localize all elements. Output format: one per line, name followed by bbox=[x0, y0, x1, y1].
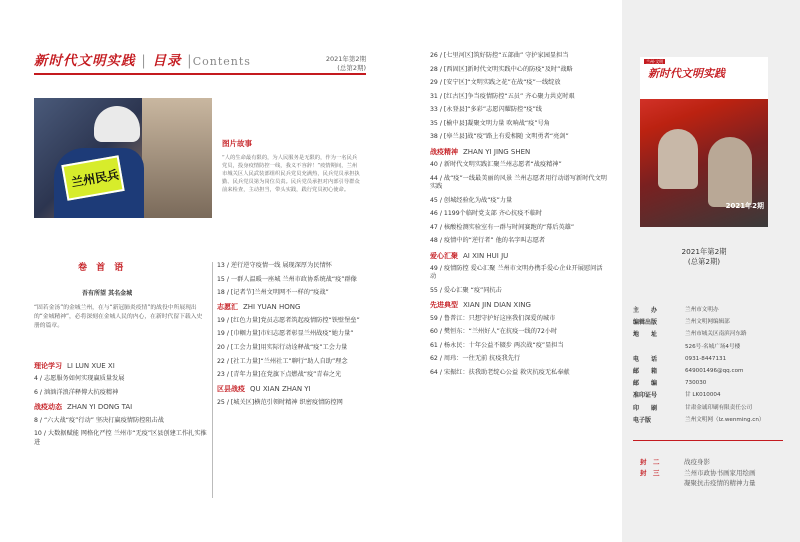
toc-entry: 35 / [榆中县]凝聚文明力量 吹响战“疫”号角 bbox=[430, 119, 550, 127]
toc-column-3 bbox=[430, 52, 608, 382]
section-pinyin: LI LUN XUE XI bbox=[67, 362, 115, 370]
cover-image: 兰州·文明 新时代文明实践 2021年2期 bbox=[640, 57, 768, 227]
cover-rule bbox=[633, 440, 783, 441]
cover-credit-value: 凝聚抗击疫情的精神力量 bbox=[684, 479, 756, 487]
toc-entry: 44 / 战“疫”一线最美丽的风景 兰州志愿者用行动谱写新时代文明实践 bbox=[430, 174, 607, 190]
toc-entry: 55 / 爱心汇聚 “疫”同抗击 bbox=[430, 286, 502, 294]
toc-entry: 6 / 汹汹洋浪洋释傳大抗疫精神 bbox=[34, 388, 119, 396]
masthead-value: 0931-8447131 bbox=[685, 355, 727, 362]
toc-entry: 29 / [安宁区]“文明实践之花”在战“疫”一线绽放 bbox=[430, 79, 561, 87]
masthead-label: 电 话 bbox=[633, 355, 658, 363]
section-title: 先进典型 bbox=[430, 301, 458, 310]
section-heading bbox=[217, 303, 372, 312]
toc-entry: 13 / 逆行逆守疫情一线 展现深厚为民情怀 bbox=[217, 262, 332, 269]
section-heading bbox=[430, 301, 608, 310]
toc-entry: 38 / [皋兰县]战“疫”路上有爱相随 文明勇者“亮剑” bbox=[430, 133, 569, 141]
toc-entry: 25 / [城关区]横范引领时精神 织密疫情防控网 bbox=[217, 398, 343, 406]
toc-entry: 33 / [永登县]“多彩”志愿闪耀防控“疫”线 bbox=[430, 106, 542, 114]
masthead-value: 兰州文明网（lz.wenming.cn） bbox=[685, 416, 765, 423]
cover-credit-value: 战疫身影 bbox=[684, 458, 710, 466]
masthead-value: 兰州市文明办 bbox=[685, 307, 719, 313]
cover-credit-row bbox=[640, 479, 790, 488]
section-pinyin: XIAN JIN DIAN XING bbox=[463, 301, 531, 310]
column-divider bbox=[212, 262, 213, 498]
toc-entry: 48 / 疫情中的“逆行者” 他的名字叫志愿者 bbox=[430, 237, 546, 245]
toc-entry: 46 / 1199个临时党支部 齐心抗疫不临时 bbox=[430, 210, 543, 218]
toc-entry: 64 / 宋振红：扶我助老绽心公益 救灾抗疫无私奉献 bbox=[430, 368, 570, 376]
toc-entry: 45 / 创城经验化为战“疫”力量 bbox=[430, 196, 513, 204]
section-pinyin: QU XIAN ZHAN YI bbox=[250, 385, 311, 394]
toc-entry: 62 / 周玮：一往无前 抗疫我先行 bbox=[430, 355, 521, 363]
magazine-title: 新时代文明实践 | 目录 |Contents bbox=[34, 53, 251, 69]
section-heading bbox=[34, 362, 208, 371]
preface-heading: 卷 首 语 bbox=[78, 263, 127, 273]
cover-credit-label: 封 二 bbox=[640, 458, 660, 466]
section-title: 爱心汇聚 bbox=[430, 251, 458, 260]
toc-entry: 8 / “六大战“疫”行动” 坚决打赢疫情防控阻击战 bbox=[34, 416, 164, 424]
masthead-label: 编辑出版 bbox=[633, 319, 658, 327]
masthead-label: 印 刷 bbox=[633, 404, 658, 412]
cover-credit-row bbox=[640, 469, 790, 478]
masthead-label: 邮 箱 bbox=[633, 368, 658, 375]
toc-entry: 4 / 志愿服务如何实现赢质量发展 bbox=[34, 375, 125, 383]
masthead-value: 甘肃金诚印刷有限责任公司 bbox=[685, 404, 753, 411]
photo-story-heading: 图片故事 bbox=[222, 139, 252, 148]
toc-entry: 59 / 鲁普江：只想守护好这座我们深爱的城市 bbox=[430, 314, 556, 322]
section-heading bbox=[34, 403, 208, 412]
masthead-value: 兰州市城关区南滨河东路 bbox=[685, 331, 747, 338]
preface-subtitle: 吾有所望 其名金城 bbox=[82, 290, 133, 297]
toc-entry: 40 / 新时代文明实践汇聚兰州志愿者“战疫精神” bbox=[430, 161, 562, 169]
cover-credit-label: 封 三 bbox=[640, 468, 660, 477]
photo-story-text: “人的生命最有限的，为人民服务是无限的，作为一名民兵党员，投身疫情防控一线，我义不容辞！”疫情期间，兰州市城关区人民武装部组织民兵党员充满热，民兵党员承担执勤、民兵党员第为岗位员责。民兵党员承担对内部引导群众前来检查，主动担当，带头实践，践行党员初心使命。 bbox=[222, 155, 360, 193]
masthead-label: 地 址 bbox=[633, 331, 658, 339]
cover-credit-row bbox=[640, 458, 790, 467]
preface-text: “固若金汤”的金城兰州，在与“新冠肺炎疫情”的战役中所展现出的“金城精神”，必将深刻在金城人民的内心，在新时代留下载入史册的篇章。 bbox=[34, 305, 203, 329]
section-title: 战疫精神 bbox=[430, 147, 458, 156]
toc-entry: 28 / [西固区]新时代文明实践中心的防疫“及时”战略 bbox=[430, 65, 573, 73]
section-pinyin: AI XIN HUI JU bbox=[463, 251, 509, 260]
section-pinyin: ZHAN YI JING SHEN bbox=[463, 147, 531, 156]
masthead-value: 649001496@qq.com bbox=[685, 368, 744, 374]
toc-entry: 49 / 疫情防控 爱心汇聚 兰州市文明办携手爱心企业开展慰问活动 bbox=[430, 264, 603, 281]
toc-entry: 47 / 核酸检测实验室有一群与时间赛跑的“幕后英雄” bbox=[430, 223, 575, 231]
section-title: 志愿汇 bbox=[217, 303, 238, 312]
masthead-label: 邮 编 bbox=[633, 380, 658, 388]
section-pinyin: ZHI YUAN HONG bbox=[243, 303, 301, 312]
masthead-label: 准印证号 bbox=[633, 392, 658, 400]
masthead-value: 甘 LK010004 bbox=[685, 392, 721, 399]
masthead-value: 526号·名城广场4号楼 bbox=[685, 343, 741, 350]
toc-entry: 19 / [巾帼力量]市妇志愿者彰显兰州战疫“她力量” bbox=[217, 330, 354, 338]
cover-credit-value: 兰州市政协书画家用绘画 bbox=[684, 468, 756, 477]
toc-column-1 bbox=[34, 356, 208, 452]
section-heading bbox=[430, 252, 608, 261]
masthead-label: 主 办 bbox=[633, 307, 658, 314]
masthead-label: 电子版 bbox=[633, 416, 652, 424]
toc-entry: 15 / 一群人温暖一座城 兰州市政协系统战“疫”群像 bbox=[217, 275, 357, 283]
toc-entry: 18 / [记者节]兰州文明网不一样的“疫战” bbox=[217, 289, 329, 297]
toc-entry: 31 / [红古区]争当疫情防控“五员” 齐心聚力共克时艰 bbox=[430, 92, 575, 100]
toc-entry: 26 / [七里河区]筑好防控“五部曲” 守护家园显担当 bbox=[430, 52, 569, 59]
toc-entry: 10 / 大数据赋能 网格化严控 兰州市“无疫”区县创建工作扎实推进 bbox=[34, 430, 207, 446]
masthead-value: 730030 bbox=[685, 380, 707, 387]
section-title: 理论学习 bbox=[34, 362, 62, 370]
photo-story-image: 兰州民兵 bbox=[34, 98, 212, 218]
section-title: 战疫动态 bbox=[34, 403, 62, 412]
toc-entry: 61 / 杨永民：十年公益不辍步 两次战“疫”显担当 bbox=[430, 341, 564, 349]
toc-entry: 23 / [青年力量]在党旗下点燃战“疫”青春之光 bbox=[217, 371, 342, 379]
toc-entry: 60 / 樊恒东：“兰州好人”在抗疫一线的72小时 bbox=[430, 328, 558, 336]
section-pinyin: ZHAN YI DONG TAI bbox=[67, 403, 133, 412]
toc-entry: 22 / [社工力量]“兰州社工”聊行“助人自助”理念 bbox=[217, 357, 348, 365]
section-title: 区县战疫 bbox=[217, 385, 245, 394]
header-rule bbox=[34, 73, 366, 75]
cover-issue: 2021年第2期 (总第2期) bbox=[681, 247, 727, 267]
section-heading bbox=[217, 385, 372, 394]
section-heading bbox=[430, 148, 608, 157]
toc-column-2 bbox=[217, 262, 372, 412]
issue-number: 2021年第2期 (总第2期) bbox=[325, 55, 366, 72]
toc-entry: 19 / [红色力量]党员志愿者筑起疫情防控“铁壁堡垒” bbox=[217, 316, 360, 324]
masthead-value: 兰州文明网编辑部 bbox=[685, 319, 730, 326]
toc-entry: 20 / [工会力量]用实际行动诠释战“疫”工会力量 bbox=[217, 343, 348, 351]
